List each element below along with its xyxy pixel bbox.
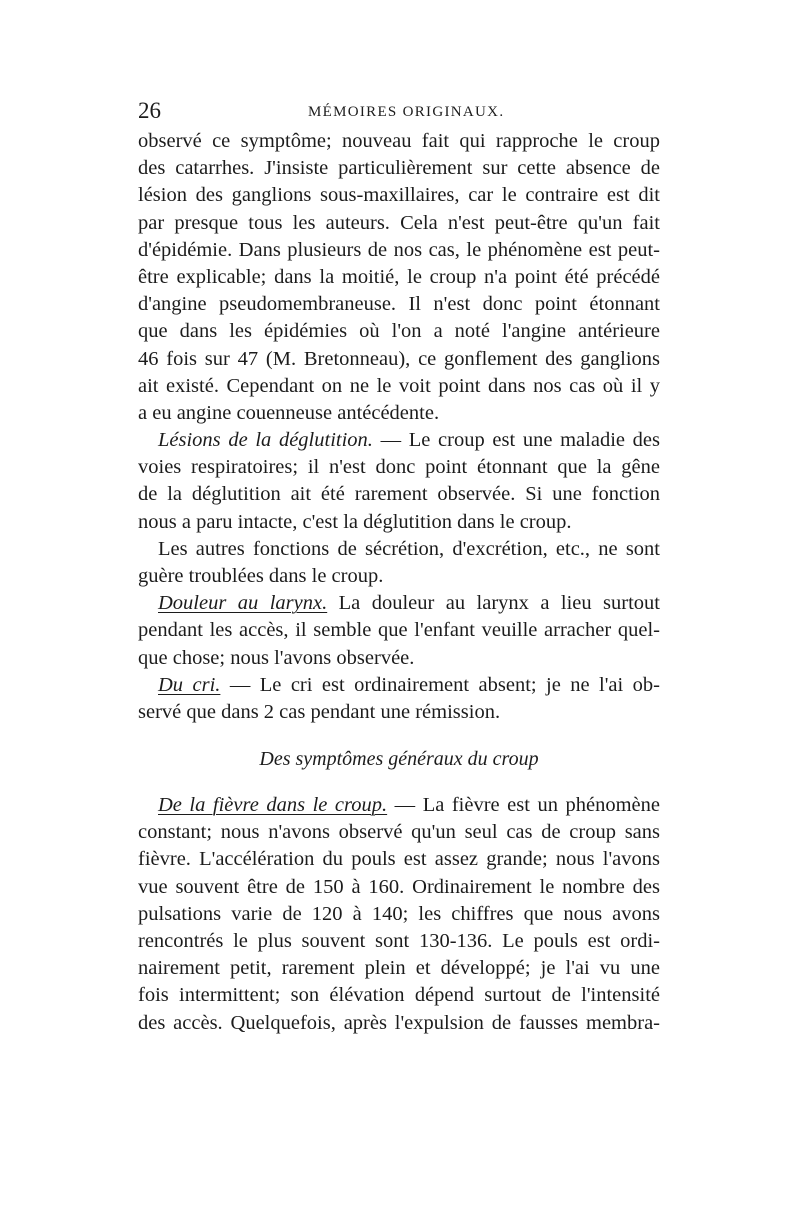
- text-line: lésion des ganglions sous-maxillaires, car le contraire est dit: [138, 184, 660, 207]
- text-line: rencontrés le plus souvent sont 130-136. Le pouls est ordi-: [138, 929, 660, 952]
- text-line: nous a paru intacte, c'est la déglutition dans le croup.: [138, 510, 572, 533]
- running-head: MÉMOIRES ORIGINAUX.: [308, 104, 505, 120]
- text-line: par presque tous les auteurs. Cela n'est peut-être qu'un fait: [138, 211, 660, 234]
- text-line: [138, 590, 660, 617]
- text-line: Les autres fonctions de sécrétion, d'excrétion, etc., ne sont: [158, 537, 660, 560]
- text-line: d'angine pseudomembraneuse. Il n'est donc point étonnant: [138, 293, 660, 316]
- section-heading-fievre: De la fièvre dans le croup.: [158, 794, 388, 816]
- text-line: constant; nous n'avons observé qu'un seul cas de croup sans: [138, 821, 660, 844]
- text-line: observé ce symptôme; nouveau fait qui rapproche le croup: [138, 130, 660, 152]
- text-line: pendant les accès, il semble que l'enfant veuille arracher quel-: [138, 619, 660, 642]
- text-line: fois intermittent; son élévation dépend surtout de l'intensité: [138, 984, 660, 1007]
- text-line: pulsations varie de 120 à 140; les chiffres que nous avons: [138, 902, 660, 925]
- text-line: fièvre. L'accélération du pouls est assez grande; nous l'avons: [138, 848, 660, 871]
- section-heading-cri: Du cri.: [158, 673, 221, 696]
- text-line: ait existé. Cependant on ne le voit point dans nos cas où il y: [138, 374, 660, 397]
- text-line: des accès. Quelquefois, après l'expulsion de fausses membra-: [138, 1011, 660, 1034]
- text-line: [138, 427, 660, 454]
- text-line: guère troublées dans le croup.: [138, 565, 384, 587]
- text-run: — Le croup est une maladie des: [372, 429, 660, 452]
- text-line: d'épidémie. Dans plusieurs de nos cas, le phénomène est peut-: [138, 238, 660, 261]
- text-line: servé que dans 2 cas pendant une rémission.: [138, 700, 501, 723]
- text-line: [138, 792, 660, 819]
- text-run: — Le cri est ordinairement absent; je ne l'ai ob-: [220, 673, 660, 696]
- text-line: [138, 672, 660, 699]
- text-run: — La fièvre est un phénomène: [387, 794, 660, 816]
- text-line: vue souvent être de 150 à 160. Ordinairement le nombre des: [138, 875, 660, 898]
- section-heading-deglutition: Lésions de la déglutition.: [158, 429, 373, 452]
- text-line: de la déglutition ait été rarement observée. Si une fonction: [138, 483, 660, 506]
- text-line: nairement petit, rarement plein et développé; je l'ai vu une: [138, 957, 660, 980]
- text-line: que dans les épidémies où l'on a noté l'angine antérieure: [138, 320, 660, 343]
- page-header: [138, 98, 658, 124]
- text-line: a eu angine couenneuse antécédente.: [138, 401, 440, 424]
- paragraph-fievre: [138, 792, 660, 1037]
- section-title-symptomes: Des symptômes généraux du croup: [259, 748, 539, 770]
- text-line: être explicable; dans la moitié, le croup n'a point été précédé: [138, 265, 660, 288]
- text-line: que chose; nous l'avons observée.: [138, 646, 415, 669]
- section-heading-larynx: Douleur au larynx.: [158, 592, 328, 615]
- text-line: des catarrhes. J'insiste particulièrement sur cette absence de: [138, 157, 660, 180]
- page-number: 26: [138, 98, 161, 123]
- paragraph-ganglions: [138, 128, 660, 726]
- text-line: voies respiratoires; il n'est donc point étonnant que la gêne: [138, 456, 660, 479]
- text-line: 46 fois sur 47 (M. Bretonneau), ce gonflement des ganglions: [138, 347, 660, 370]
- text-run: La douleur au larynx a lieu surtout: [327, 592, 660, 615]
